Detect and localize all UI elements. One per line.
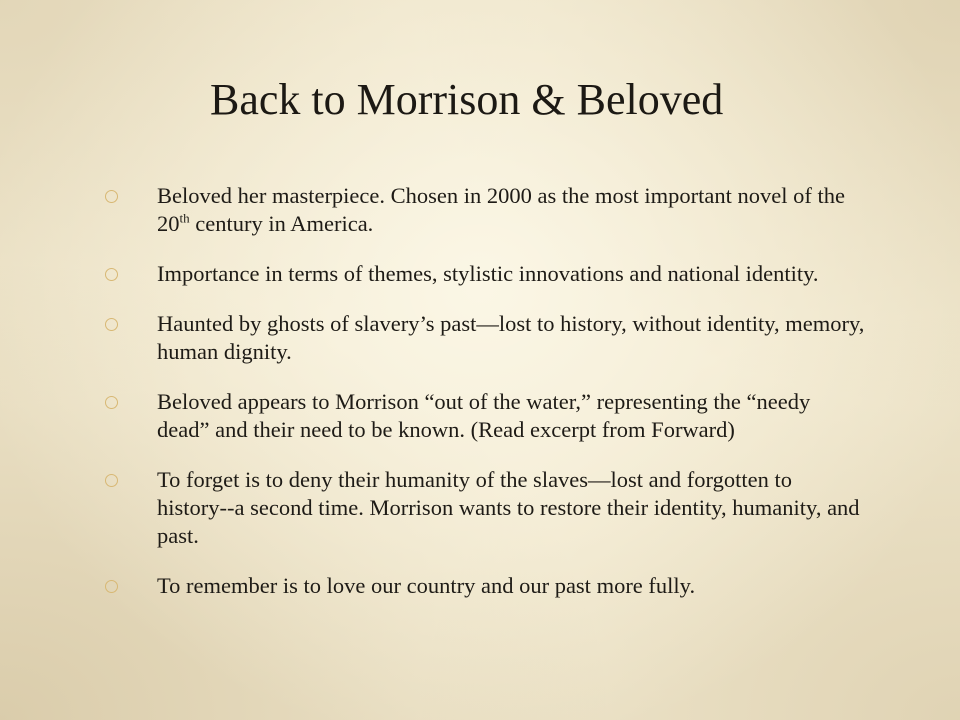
bullet-text: To forget is to deny their humanity of the slaves—lost and forgotten to history--a second time. Morrison wants to restore their identity, humanity, and past. [157, 467, 860, 548]
bullet-item [105, 182, 865, 238]
bullet-text: Beloved her masterpiece. Chosen in 2000 as the most important novel of the 20th century in America. [157, 183, 845, 236]
bullet-item [105, 572, 865, 600]
bullet-circle-icon [105, 580, 118, 593]
bullet-circle-icon [105, 396, 118, 409]
bullet-item [105, 260, 865, 288]
bullet-item [105, 310, 865, 366]
bullet-text: Importance in terms of themes, stylistic innovations and national identity. [157, 261, 819, 286]
bullet-text: Haunted by ghosts of slavery’s past—lost to history, without identity, memory, human dignity. [157, 311, 865, 364]
superscript: th [179, 210, 190, 226]
bullet-circle-icon [105, 474, 118, 487]
bullet-circle-icon [105, 190, 118, 203]
bullet-list [105, 182, 865, 622]
bullet-circle-icon [105, 318, 118, 331]
bullet-item [105, 466, 865, 550]
bullet-text: To remember is to love our country and our past more fully. [157, 573, 696, 598]
slide-title: Back to Morrison & Beloved [210, 75, 724, 124]
bullet-item [105, 388, 865, 444]
bullet-text: Beloved appears to Morrison “out of the water,” representing the “needy dead” and their need to be known. (Read excerpt from Forward) [157, 389, 811, 442]
bullet-circle-icon [105, 268, 118, 281]
